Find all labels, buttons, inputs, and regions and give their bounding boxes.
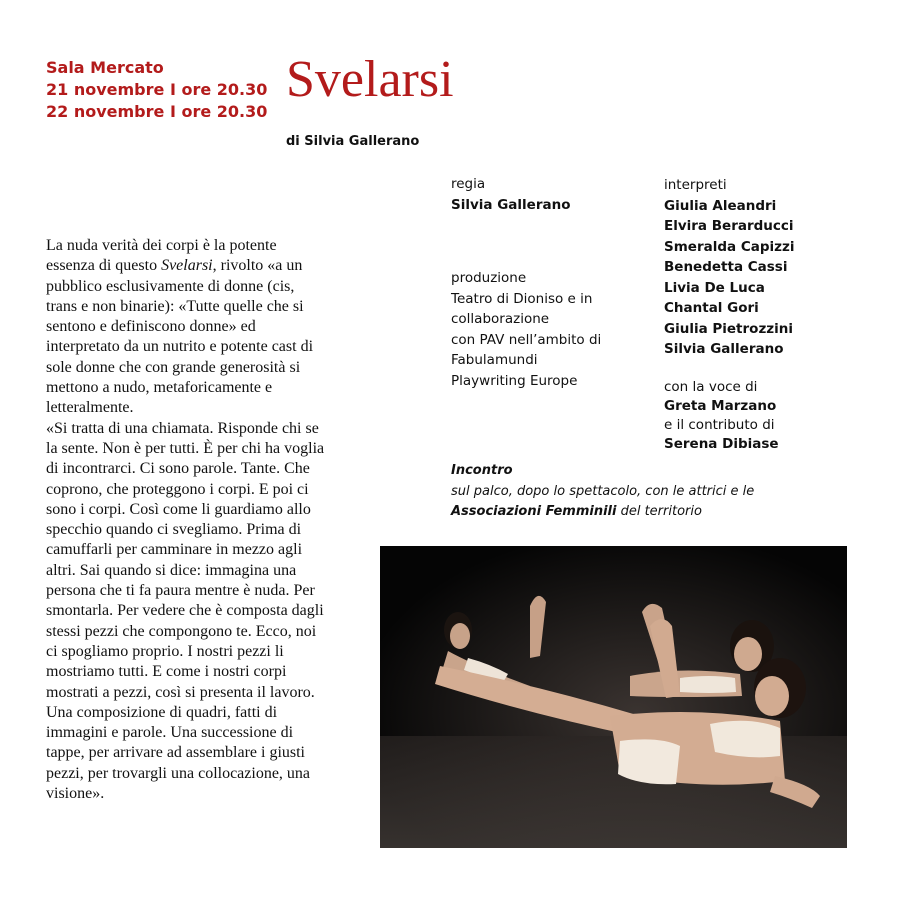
incontro-associazioni: Associazioni Femminili	[451, 504, 617, 519]
regia-block	[451, 174, 651, 215]
description-paragraph-2: «Si tratta di una chiamata. Risponde chi se la sente. Non è per tutti. È per chi ha voglia di incontrarci. Ci sono parole. Tante. Che coprono, che proteggono i corpi. E poi ci sono i corpi. Così come li guardiamo allo specchio quando ci svegliamo. Prima di camuffarli per camminare in mezzo agli altri. Sai quando si dice: immagina una persona che ti fa paura mentre è nuda. Per smontarla. Per vedere che è composta dagli stessi pezzi che compongono te. Ecco, noi ci spogliamo proprio. I nostri pezzi li mostriamo tutti. E come i nostri corpi mostrati a pezzi, così si presenta il lavoro. Una composizione di quadri, fatti di immagini e parole. Una successione di tappe, per arrivare ad assemblare i giusti pezzi, per trovargli una collocazione, una visione».	[46, 419, 325, 803]
page-title: Svelarsi	[286, 51, 454, 108]
produzione-line: Teatro di Dioniso e in	[451, 290, 593, 307]
interprete-name: Elvira Berarducci	[664, 218, 794, 234]
date-2: 22 novembre I ore 20.30	[46, 102, 268, 121]
produzione-block	[451, 268, 651, 391]
voce-label: con la voce di	[664, 379, 758, 395]
produzione-line: Playwriting Europe	[451, 372, 578, 389]
contributo-label: e il contributo di	[664, 417, 775, 433]
incontro-heading: Incontro	[451, 463, 513, 478]
produzione-line: Fabulamundi	[451, 352, 538, 368]
interprete-name: Chantal Gori	[664, 300, 759, 316]
regia-name: Silvia Gallerano	[451, 196, 571, 213]
produzione-line: con PAV nell’ambito di	[451, 331, 602, 348]
contributo-name: Serena Dibiase	[664, 436, 779, 452]
produzione-line: collaborazione	[451, 311, 550, 327]
paragraph-1-end: , rivolto «a un pubblico esclusivamente di donne (cis, trans e non binarie): «Tutte quelle che si sentono e definiscono donne» ed interpretato da un nutrito e potente cast di sole donne che con grande generosità si mettono a nudo, metaforicamente e letteralmente.	[46, 257, 314, 417]
author-line: di Silvia Gallerano	[286, 134, 420, 149]
venue-name: Sala Mercato	[46, 58, 164, 77]
incontro-line-2	[451, 502, 831, 523]
interprete-name: Livia De Luca	[664, 279, 765, 296]
incontro-line-2-rest: del territorio	[616, 504, 702, 519]
incontro-block	[451, 461, 831, 523]
paragraph-1-title-italic: Svelarsi	[161, 257, 213, 275]
interprete-name: Benedetta Cassi	[664, 259, 788, 275]
paragraph-1-start: La nuda verità dei corpi è la potente essenza di questo	[46, 237, 277, 275]
performance-photo	[380, 546, 847, 848]
interprete-name: Smeralda Capizzi	[664, 238, 795, 255]
interpreti-label: interpreti	[664, 177, 727, 193]
regia-label: regia	[451, 176, 486, 192]
voce-name: Greta Marzano	[664, 398, 777, 414]
venue-block	[46, 57, 267, 123]
description-text	[46, 236, 326, 804]
date-1: 21 novembre I ore 20.30	[46, 80, 268, 99]
interprete-name: Giulia Pietrozzini	[664, 320, 794, 337]
interpreti-block	[664, 175, 824, 360]
interprete-name: Giulia Aleandri	[664, 197, 777, 214]
produzione-label: produzione	[451, 270, 527, 286]
interprete-name: Silvia Gallerano	[664, 341, 784, 357]
performance-photo-illustration	[380, 546, 847, 848]
incontro-line-1: sul palco, dopo lo spettacolo, con le attrici e le	[451, 483, 755, 499]
voce-contributo-block	[664, 378, 824, 454]
description-paragraph-1	[46, 236, 326, 419]
